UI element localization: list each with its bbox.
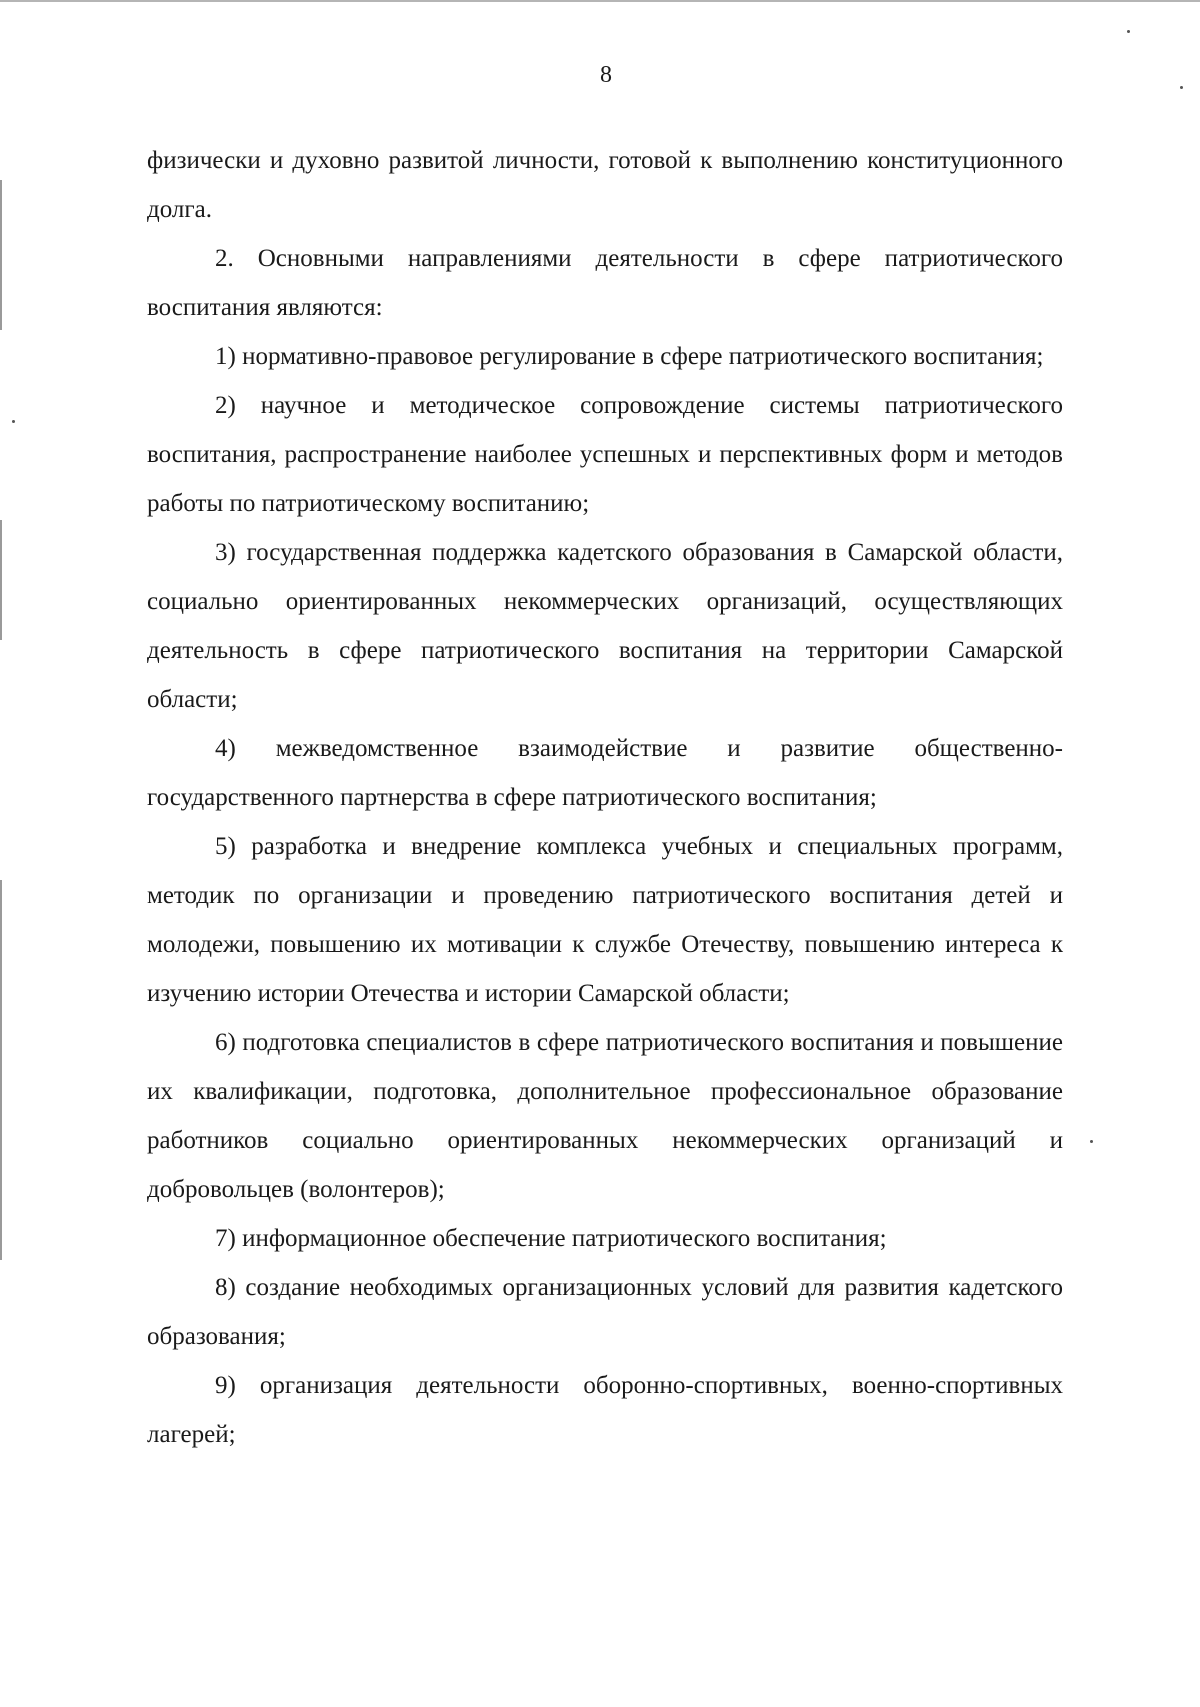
document-body <box>147 136 1063 1459</box>
scan-speck <box>1090 1140 1093 1143</box>
paragraph: 2) научное и методическое сопровождение системы патриотического воспитания, распространение наиболее успешных и перспективных форм и методов работы по патриотическому воспитанию; <box>147 392 1063 517</box>
scan-left-edge-mark <box>0 180 2 330</box>
page-number: 8 <box>600 62 612 88</box>
paragraph: 9) организация деятельности оборонно-спортивных, военно-спортивных лагерей; <box>147 1372 1063 1448</box>
scan-speck <box>12 420 15 423</box>
scan-left-edge-mark <box>0 520 2 640</box>
paragraph: 2. Основными направлениями деятельности в сфере патриотического воспитания являются: <box>147 245 1063 321</box>
paragraph: 3) государственная поддержка кадетского образования в Самарской области, социально ориентированных некоммерческих организаций, осуществляющих деятельность в сфере патриотического воспитания на территории Самарской области; <box>147 539 1063 713</box>
scan-left-edge-mark <box>0 880 2 1260</box>
paragraph: 4) межведомственное взаимодействие и развитие общественно-государственного партнерства в сфере патриотического воспитания; <box>147 735 1063 811</box>
paragraph: 7) информационное обеспечение патриотического воспитания; <box>215 1225 887 1252</box>
paragraph: 6) подготовка специалистов в сфере патриотического воспитания и повышение их квалификации, подготовка, дополнительное профессиональное образование работников социально ориентированных некоммерческих организаций и добровольцев (волонтеров); <box>147 1029 1063 1203</box>
scan-speck <box>1127 30 1130 33</box>
paragraph: 8) создание необходимых организационных условий для развития кадетского образования; <box>147 1274 1063 1350</box>
scan-top-edge <box>0 0 1200 2</box>
paragraph: физически и духовно развитой личности, готовой к выполнению конституционного долга. <box>147 147 1063 223</box>
paragraph: 5) разработка и внедрение комплекса учебных и специальных программ, методик по организации и проведению патриотического воспитания детей и молодежи, повышению их мотивации к службе Отечеству, повышению интереса к изучению истории Отечества и истории Самарской области; <box>147 833 1063 1007</box>
paragraph: 1) нормативно-правовое регулирование в сфере патриотического воспитания; <box>215 343 1044 370</box>
